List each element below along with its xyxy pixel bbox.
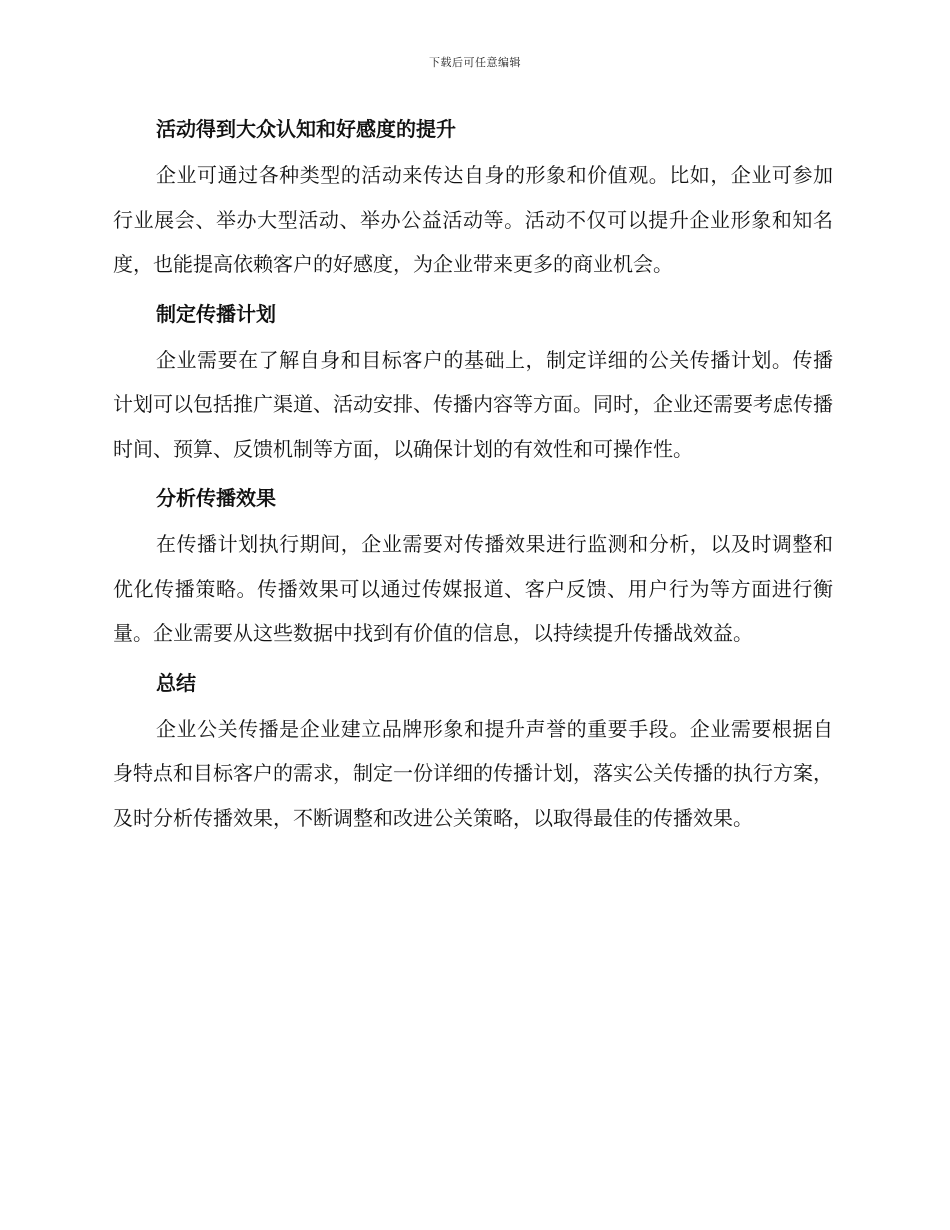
section-paragraph: 企业可通过各种类型的活动来传达自身的形象和价值观。比如，企业可参加行业展会、举办大型活动、举办公益活动等。活动不仅可以提升企业形象和知名度，也能提高依赖客户的好感度，为企业带来更多的商业机会。 <box>113 163 833 276</box>
section-heading: 制定传播计划 <box>156 301 276 326</box>
section-activity-awareness <box>113 114 833 287</box>
section-heading: 总结 <box>156 670 196 695</box>
section-summary <box>113 668 833 841</box>
section-paragraph: 企业公关传播是企业建立品牌形象和提升声誉的重要手段。企业需要根据自身特点和目标客户的需求，制定一份详细的传播计划，落实公关传播的执行方案，及时分析传播效果，不断调整和改进公关策略，以取得最佳的传播效果。 <box>113 716 833 830</box>
section-paragraph: 企业需要在了解自身和目标客户的基础上，制定详细的公关传播计划。传播计划可以包括推广渠道、活动安排、传播内容等方面。同时，企业还需要考虑传播时间、预算、反馈机制等方面，以确保计划的有效性和可操作性。 <box>113 347 833 461</box>
section-heading: 活动得到大众认知和好感度的提升 <box>156 117 456 141</box>
section-communication-plan <box>113 299 833 472</box>
section-paragraph: 在传播计划执行期间，企业需要对传播效果进行监测和分析，以及时调整和优化传播策略。传播效果可以通过传媒报道、客户反馈、用户行为等方面进行衡量。企业需要从这些数据中找到有价值的信息，以持续提升传播战效益。 <box>113 532 833 645</box>
section-heading: 分析传播效果 <box>156 486 276 510</box>
section-effect-analysis <box>113 483 833 656</box>
document-body <box>113 110 833 852</box>
page-header-note: 下载后可任意编辑 <box>429 56 521 69</box>
